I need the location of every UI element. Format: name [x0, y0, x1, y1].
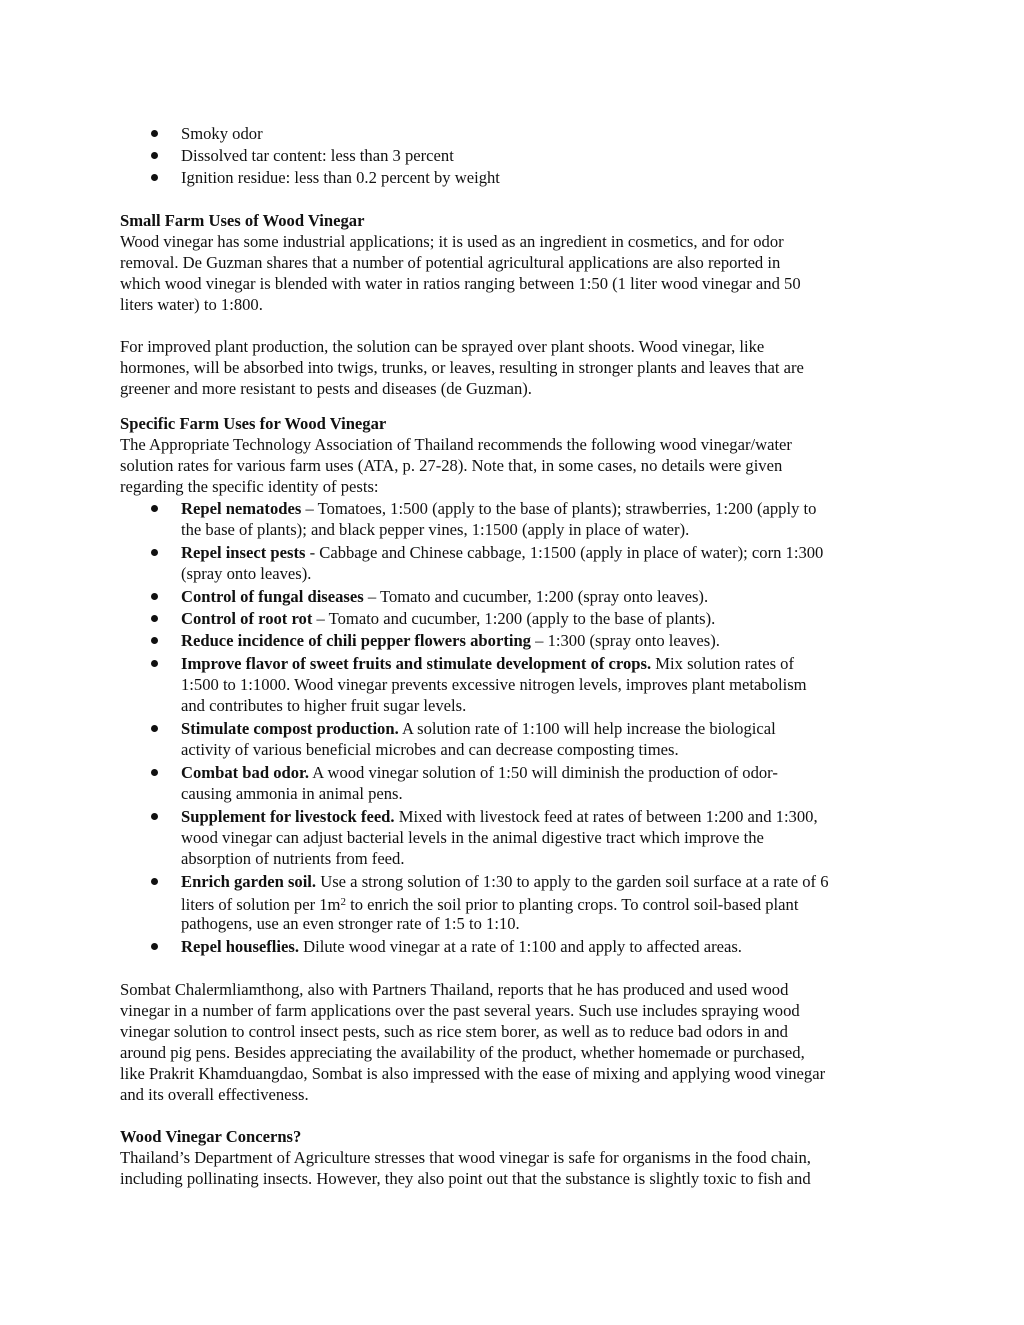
paragraph-line: around pig pens. Besides appreciating the availability of the product, whether homemade or purchased,	[120, 1043, 805, 1062]
list-item	[181, 498, 816, 519]
list-item-continuation: (spray onto leaves).	[181, 564, 312, 583]
paragraph-line: The Appropriate Technology Association of Thailand recommends the following wood vinegar/water	[120, 435, 792, 454]
use-title: Improve flavor of sweet fruits and stimulate development of crops.	[181, 654, 652, 673]
list-item	[181, 871, 829, 892]
use-text: A wood vinegar solution of 1:50 will diminish the production of odor-	[309, 763, 778, 782]
bullet-icon	[151, 615, 158, 622]
bullet-icon	[151, 505, 158, 512]
paragraph-line: For improved plant production, the solution can be sprayed over plant shoots. Wood vinegar, like	[120, 337, 765, 356]
paragraph-line: solution rates for various farm uses (ATA, p. 27-28). Note that, in some cases, no details were given	[120, 456, 783, 475]
paragraph-line: like Prakrit Khamduangdao, Sombat is also impressed with the ease of mixing and applying wood vinegar	[120, 1064, 826, 1083]
list-item-continuation: wood vinegar can adjust bacterial levels in the animal digestive tract which improve the	[181, 828, 764, 847]
text-fragment: to enrich the soil prior to planting crops. To control soil-based plant	[345, 895, 799, 914]
list-item	[181, 806, 818, 827]
use-title: Stimulate compost production.	[181, 719, 399, 738]
use-text: A solution rate of 1:100 will help increase the biological	[398, 719, 776, 738]
bullet-icon	[151, 593, 158, 600]
list-item-continuation: the base of plants); and black pepper vines, 1:1500 (apply in place of water).	[181, 520, 690, 539]
use-text: - Cabbage and Chinese cabbage, 1:1500 (apply in place of water); corn 1:300	[305, 543, 824, 562]
use-title: Repel nematodes	[181, 499, 302, 518]
paragraph-line: and its overall effectiveness.	[120, 1085, 309, 1104]
use-text: Use a strong solution of 1:30 to apply to the garden soil surface at a rate of 6	[316, 872, 829, 891]
paragraph-line: hormones, will be absorbed into twigs, trunks, or leaves, resulting in stronger plants and leaves that are	[120, 358, 804, 377]
list-item-continuation: activity of various beneficial microbes and can decrease composting times.	[181, 740, 679, 759]
list-item-continuation	[181, 892, 798, 915]
section-heading-small-farm-uses: Small Farm Uses of Wood Vinegar	[120, 211, 365, 230]
use-title: Repel insect pests	[181, 543, 306, 562]
list-item	[181, 608, 715, 629]
list-item	[181, 718, 776, 739]
paragraph-line: removal. De Guzman shares that a number of potential agricultural applications are also reported in	[120, 253, 781, 272]
list-item	[181, 653, 794, 674]
use-text: Mixed with livestock feed at rates of between 1:200 and 1:300,	[394, 807, 818, 826]
use-title: Combat bad odor.	[181, 763, 310, 782]
list-item	[181, 630, 720, 651]
use-text: – Tomatoes, 1:500 (apply to the base of plants); strawberries, 1:200 (apply to	[301, 499, 817, 518]
paragraph-line: Wood vinegar has some industrial applications; it is used as an ingredient in cosmetics, and for odor	[120, 232, 784, 251]
paragraph-line: Sombat Chalermliamthong, also with Partners Thailand, reports that he has produced and used wood	[120, 980, 789, 999]
list-item: Smoky odor	[181, 124, 263, 143]
paragraph-line: regarding the specific identity of pests:	[120, 477, 379, 496]
list-item-continuation: 1:500 to 1:1000. Wood vinegar prevents excessive nitrogen levels, improves plant metabolism	[181, 675, 807, 694]
use-title: Reduce incidence of chili pepper flowers aborting	[181, 631, 531, 650]
paragraph-line: including pollinating insects. However, they also point out that the substance is slightly toxic to fish and	[120, 1169, 811, 1188]
paragraph-line: vinegar in a number of farm applications over the past several years. Such use includes spraying wood	[120, 1001, 800, 1020]
list-item	[181, 936, 742, 957]
superscript: 2	[340, 896, 346, 908]
paragraph-line: Thailand’s Department of Agriculture stresses that wood vinegar is safe for organisms in the food chain,	[120, 1148, 811, 1167]
bullet-icon	[151, 769, 158, 776]
bullet-icon	[151, 152, 158, 159]
use-title: Repel houseflies.	[181, 937, 299, 956]
bullet-icon	[151, 130, 158, 137]
list-item-continuation: absorption of nutrients from feed.	[181, 849, 405, 868]
list-item	[181, 542, 823, 563]
use-title: Control of root rot	[181, 609, 313, 628]
bullet-icon	[151, 637, 158, 644]
list-item	[181, 586, 708, 607]
list-item-continuation: pathogens, use an even stronger rate of 1:5 to 1:10.	[181, 914, 520, 933]
use-text: – Tomato and cucumber, 1:200 (spray onto leaves).	[363, 587, 709, 606]
paragraph-line: which wood vinegar is blended with water in ratios ranging between 1:50 (1 liter wood vinegar and 50	[120, 274, 801, 293]
bullet-icon	[151, 943, 158, 950]
bullet-icon	[151, 813, 158, 820]
use-text: – Tomato and cucumber, 1:200 (apply to the base of plants).	[312, 609, 716, 628]
bullet-icon	[151, 725, 158, 732]
bullet-icon	[151, 549, 158, 556]
paragraph-line: liters water) to 1:800.	[120, 295, 263, 314]
bullet-icon	[151, 174, 158, 181]
list-item	[181, 762, 778, 783]
use-text: Dilute wood vinegar at a rate of 1:100 and apply to affected areas.	[299, 937, 742, 956]
list-item-continuation: causing ammonia in animal pens.	[181, 784, 403, 803]
use-title: Enrich garden soil.	[181, 872, 317, 891]
bullet-icon	[151, 660, 158, 667]
list-item: Dissolved tar content: less than 3 percent	[181, 146, 454, 165]
list-item-continuation: and contributes to higher fruit sugar levels.	[181, 696, 467, 715]
text-fragment: liters of solution per 1m	[181, 895, 341, 914]
section-heading-concerns: Wood Vinegar Concerns?	[120, 1127, 302, 1146]
paragraph-line: vinegar solution to control insect pests, such as rice stem borer, as well as to reduce bad odors in and	[120, 1022, 788, 1041]
use-title: Supplement for livestock feed.	[181, 807, 395, 826]
use-text: Mix solution rates of	[651, 654, 795, 673]
use-text: – 1:300 (spray onto leaves).	[530, 631, 720, 650]
paragraph-line: greener and more resistant to pests and diseases (de Guzman).	[120, 379, 532, 398]
section-heading-specific-farm-uses: Specific Farm Uses for Wood Vinegar	[120, 414, 387, 433]
list-item: Ignition residue: less than 0.2 percent by weight	[181, 168, 500, 187]
bullet-icon	[151, 878, 158, 885]
use-title: Control of fungal diseases	[181, 587, 364, 606]
